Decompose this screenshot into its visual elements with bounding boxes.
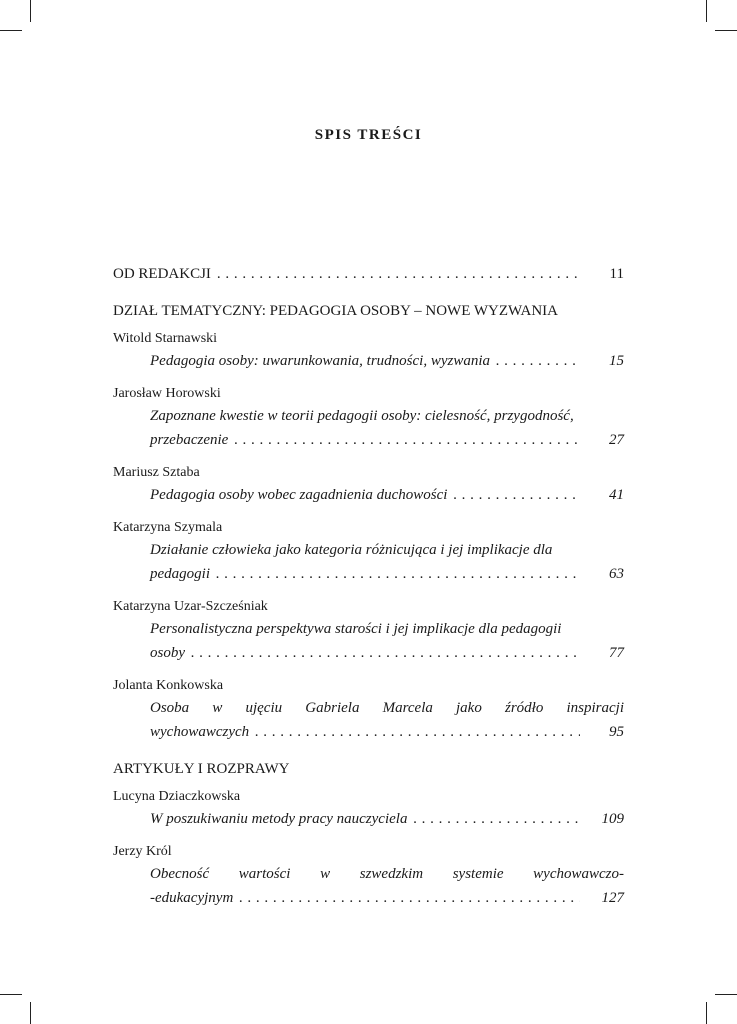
section-heading: DZIAŁ TEMATYCZNY: PEDAGOGIA OSOBY – NOWE WYZWANIA (113, 303, 558, 319)
entry-title-line: Osoba w ujęciu Gabriela Marcela jako źródło inspiracji (150, 700, 624, 716)
leader-dots (233, 886, 580, 911)
entry-author: Katarzyna Uzar-Szcześniak (113, 599, 268, 614)
leader-dots (407, 807, 580, 832)
leader-dots (249, 720, 580, 745)
crop-mark (0, 30, 22, 31)
toc-entry[interactable] (113, 463, 624, 508)
crop-mark (706, 0, 707, 22)
toc-entry[interactable] (113, 597, 624, 666)
crop-mark (0, 994, 22, 995)
leader-dots (228, 428, 580, 453)
crop-mark (715, 30, 737, 31)
entry-author: Jerzy Król (113, 844, 172, 859)
entry-title-end: pedagogii (150, 566, 210, 582)
entry-author: Lucyna Dziaczkowska (113, 789, 241, 804)
entry-title: Pedagogia osoby wobec zagadnienia duchowości (150, 487, 448, 503)
page-number: 95 (609, 724, 624, 740)
crop-mark (30, 0, 31, 22)
leader-dots (211, 262, 580, 287)
leader-dots (490, 349, 580, 374)
page-number: 11 (609, 266, 624, 282)
crop-mark (715, 994, 737, 995)
entry-title-end: wychowawczych (150, 724, 250, 740)
page-number: 15 (609, 353, 624, 369)
od-redakcji-label: OD REDAKCJI (113, 266, 211, 282)
toc-row-od-redakcji[interactable] (113, 262, 624, 287)
leader-dots (210, 562, 580, 587)
section-heading: ARTYKUŁY I ROZPRAWY (113, 761, 290, 777)
entry-title-end: -edukacyjnym (150, 890, 234, 906)
page-number: 63 (609, 566, 624, 582)
entry-author: Mariusz Sztaba (113, 465, 200, 480)
crop-mark (706, 1002, 707, 1024)
entry-title: W poszukiwaniu metody pracy nauczyciela (150, 811, 408, 827)
entry-title-line: Obecność wartości w szwedzkim systemie wychowawczo- (150, 866, 624, 882)
page-number: 127 (601, 890, 624, 906)
table-of-contents (113, 262, 624, 911)
entry-title: Pedagogia osoby: uwarunkowania, trudności, wyzwania (150, 353, 490, 369)
page-number: 109 (601, 811, 624, 827)
toc-entry[interactable] (113, 787, 624, 832)
leader-dots (185, 641, 580, 666)
toc-entry[interactable] (113, 329, 624, 374)
entry-author: Witold Starnawski (113, 331, 218, 346)
entry-author: Jolanta Konkowska (113, 678, 224, 693)
crop-mark (30, 1002, 31, 1024)
entry-title-line: Działanie człowieka jako kategoria różnicująca i jej implikacje dla (150, 542, 553, 558)
leader-dots (447, 483, 580, 508)
toc-entry[interactable] (113, 676, 624, 745)
toc-entry[interactable] (113, 518, 624, 587)
page-number: 41 (609, 487, 624, 503)
entry-title-end: przebaczenie (150, 432, 229, 448)
page-number: 27 (609, 432, 624, 448)
entry-author: Katarzyna Szymala (113, 520, 223, 535)
entry-author: Jarosław Horowski (113, 386, 221, 401)
page-number: 77 (609, 645, 624, 661)
entry-title-line: Personalistyczna perspektywa starości i jej implikacje dla pedagogii (150, 621, 562, 637)
page-title: SPIS TREŚCI (314, 127, 423, 143)
entry-title-line: Zapoznane kwestie w teorii pedagogii osoby: cielesność, przygodność, (150, 408, 574, 424)
toc-entry[interactable] (113, 384, 624, 453)
toc-entry[interactable] (113, 842, 624, 911)
entry-title-end: osoby (150, 645, 185, 661)
